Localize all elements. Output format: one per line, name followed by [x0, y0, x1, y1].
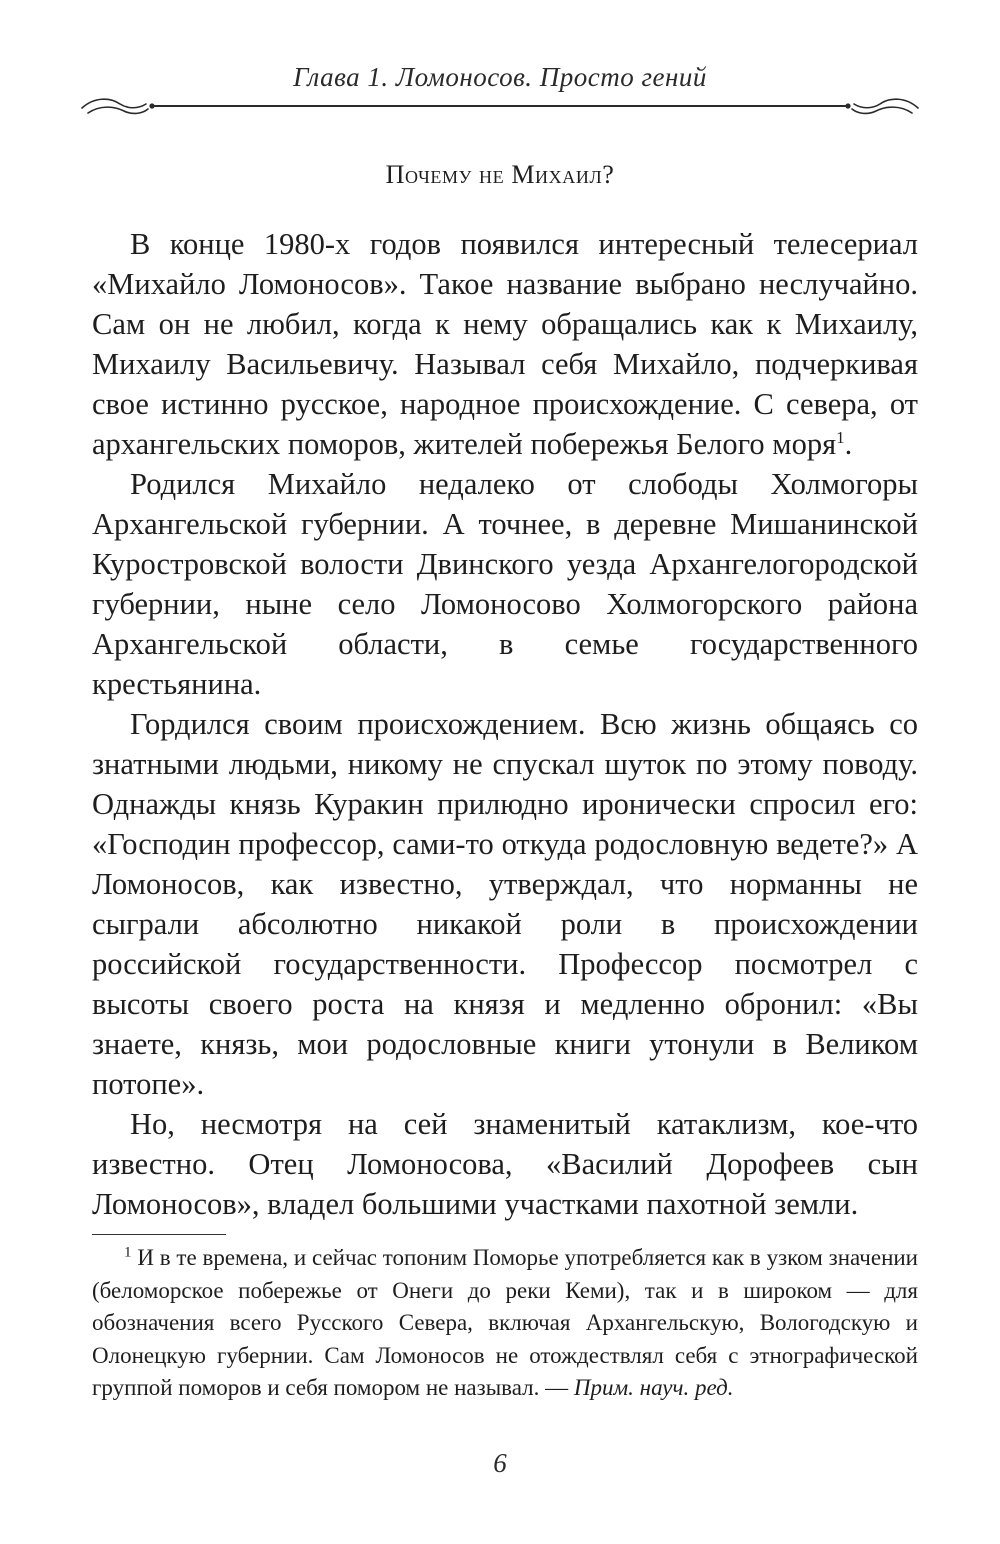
main-text	[92, 224, 918, 1224]
paragraph-1	[92, 224, 918, 464]
paragraph-2: Родился Михайло недалеко от слободы Холмогоры Архангельской губернии. А точнее, в деревне Мишанинской Куростровской волости Двинского уезда Архангелогородской губернии, ныне село Ломоносово Холмогорского района Архангельской области, в семье государственного крестьянина.	[92, 467, 918, 701]
footnote-marker: 1	[124, 1244, 132, 1261]
footnote-separator	[92, 1234, 226, 1235]
header-ornament-rule	[80, 93, 920, 119]
running-header-title: Глава 1. Ломоносов. Просто гений	[293, 62, 707, 92]
footnote-text: И в те времена, и сейчас топоним Поморье употребляется как в узком значении (беломорское побережье от Онеги до реки Кеми), так и в широком — для обозначения всего Русского Севера, включая Архангельскую, Вологодскую и Олонецкую губернии. Сам Ломоносов не отождествлял себя с этнографической группой поморов и себя помором не называл. —	[92, 1245, 918, 1400]
footnote-editor-note: Прим. науч. ред.	[573, 1375, 734, 1400]
footnote-1	[92, 1242, 918, 1405]
footnote-reference: 1	[836, 427, 845, 447]
paragraph-1-end: .	[844, 427, 853, 461]
section-heading: Почему не Михаил?	[385, 160, 615, 189]
paragraph-3: Гордился своим происхождением. Всю жизнь общаясь со знатными людьми, никому не спускал шуток по этому поводу. Однажды князь Куракин прилюдно иронически спросил его: «Господин профессор, сами-то откуда родословную ведете?» А Ломоносов, как известно, утверждал, что норманны не сыграли абсолютно никакой роли в происхождении российской государственности. Профессор посмотрел с высоты своего роста на князя и медленно обронил: «Вы знаете, князь, мои родословные книги утонули в Великом потопе».	[92, 707, 918, 1101]
paragraph-1-text: В конце 1980-х годов появился интересный телесериал «Михайло Ломоносов». Такое название выбрано неслучайно. Сам он не любил, когда к нему обращались как к Михаилу, Михаилу Васильевичу. Называл себя Михайло, подчеркивая свое истинно русское, народное происхождение. С севера, от архангельских поморов, жителей побережья Белого моря	[92, 227, 918, 461]
paragraph-4: Но, несмотря на сей знаменитый катаклизм, кое-что известно. Отец Ломоносова, «Василий Дорофеев сын Ломоносов», владел большими участками пахотной земли.	[92, 1107, 918, 1221]
footnotes	[92, 1242, 918, 1405]
page-number: 6	[493, 1448, 507, 1478]
